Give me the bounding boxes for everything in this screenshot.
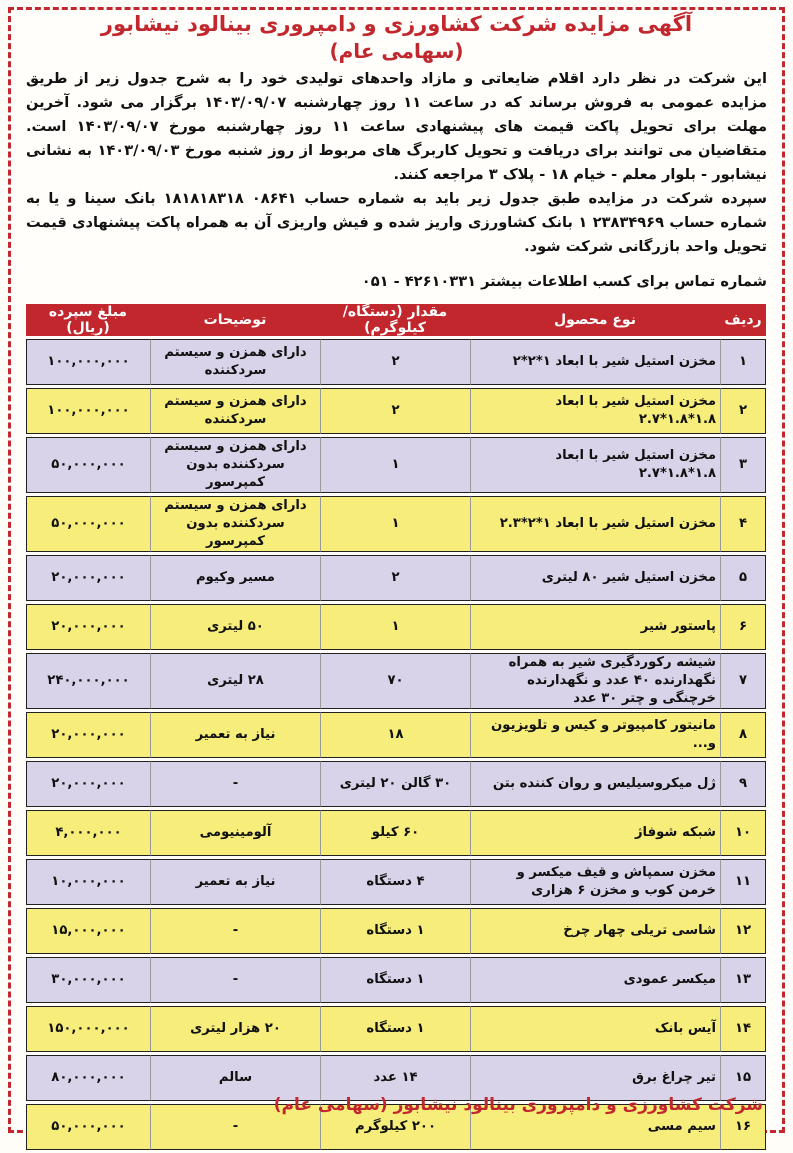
quantity-cell: ۷۰ — [320, 653, 470, 709]
description-cell: ۲۸ لیتری — [150, 653, 320, 709]
product-cell: مخزن استیل شیر ۸۰ لیتری — [470, 555, 720, 601]
description-cell: نیاز به تعمیر — [150, 859, 320, 905]
product-cell: میکسر عمودی — [470, 957, 720, 1003]
deposit-cell: ۳۰,۰۰۰,۰۰۰ — [26, 957, 150, 1003]
description-cell: ۲۰ هزار لیتری — [150, 1006, 320, 1052]
table-row — [26, 712, 766, 758]
row-number-cell: ۱۳ — [720, 957, 766, 1003]
product-cell: ژل میکروسیلیس و روان کننده بتن — [470, 761, 720, 807]
product-cell: سیم مسی — [470, 1104, 720, 1150]
header-deposit: مبلغ سپرده (ریال) — [26, 304, 150, 336]
auction-table — [26, 301, 766, 1153]
deposit-cell: ۲۰,۰۰۰,۰۰۰ — [26, 604, 150, 650]
table-row — [26, 604, 766, 650]
product-cell: مخزن سمپاش و قیف میکسر و خرمن کوب و مخزن ۶ هزاری — [470, 859, 720, 905]
body-paragraph-1: این شرکت در نظر دارد اقلام ضایعاتی و مازاد واحدهای تولیدی خود را به شرح جدول زیر از طریق مزایده عمومی به فروش برساند که در ساعت ۱۱ روز چهارشنبه ۱۴۰۳/۰۹/۰۷ برگزار می شود. آخرین مهلت برای تحویل پاکت قیمت های پیشنهادی ساعت ۱۱ روز چهارشنبه مورخ ۱۴۰۳/۰۹/۰۷ است. متقاضیان می توانند برای دریافت و تحویل کاربرگ های مربوط از روز شنبه مورخ ۱۴۰۳/۰۹/۰۳ به نشانی نیشابور - بلوار معلم - خیام ۱۸ - پلاک ۳ مراجعه کنند. — [26, 70, 767, 183]
table-row — [26, 1006, 766, 1052]
quantity-cell: ۶۰ کیلو — [320, 810, 470, 856]
row-number-cell: ۹ — [720, 761, 766, 807]
deposit-cell: ۸۰,۰۰۰,۰۰۰ — [26, 1055, 150, 1101]
product-cell: مخزن استیل شیر با ابعاد ۱.۸*۱.۸*۲.۷ — [470, 437, 720, 493]
row-number-cell: ۷ — [720, 653, 766, 709]
deposit-cell: ۵۰,۰۰۰,۰۰۰ — [26, 1104, 150, 1150]
header-row-number: ردیف — [720, 304, 766, 336]
description-cell: نیاز به تعمیر — [150, 712, 320, 758]
deposit-cell: ۱۰۰,۰۰۰,۰۰۰ — [26, 339, 150, 385]
quantity-cell: ۲۰۰ کیلوگرم — [320, 1104, 470, 1150]
row-number-cell: ۱۲ — [720, 908, 766, 954]
row-number-cell: ۸ — [720, 712, 766, 758]
table-row — [26, 957, 766, 1003]
quantity-cell: ۱ — [320, 604, 470, 650]
deposit-cell: ۴,۰۰۰,۰۰۰ — [26, 810, 150, 856]
quantity-cell: ۲ — [320, 339, 470, 385]
table-row — [26, 761, 766, 807]
description-cell: ۵۰ لیتری — [150, 604, 320, 650]
row-number-cell: ۱۰ — [720, 810, 766, 856]
description-cell: دارای همزن و سیستم سردکننده — [150, 388, 320, 434]
description-cell: - — [150, 908, 320, 954]
row-number-cell: ۱۴ — [720, 1006, 766, 1052]
header-product: نوع محصول — [470, 304, 720, 336]
quantity-cell: ۱ دستگاه — [320, 908, 470, 954]
row-number-cell: ۱۵ — [720, 1055, 766, 1101]
row-number-cell: ۶ — [720, 604, 766, 650]
header-quantity: مقدار (دستگاه/کیلوگرم) — [320, 304, 470, 336]
product-cell: مخزن استیل شیر با ابعاد ۱*۲*۲.۳ — [470, 496, 720, 552]
deposit-cell: ۱۵,۰۰۰,۰۰۰ — [26, 908, 150, 954]
table-row — [26, 653, 766, 709]
deposit-cell: ۵۰,۰۰۰,۰۰۰ — [26, 496, 150, 552]
product-cell: آیس بانک — [470, 1006, 720, 1052]
deposit-cell: ۲۰,۰۰۰,۰۰۰ — [26, 761, 150, 807]
row-number-cell: ۱۶ — [720, 1104, 766, 1150]
body-paragraph-2: سپرده شرکت در مزایده طبق جدول زیر باید به شماره حساب ۰۸۶۴۱ ۱۸۱۸۱۸۳۱۸ بانک سینا و یا به شماره حساب ۲۳۸۳۴۹۶۹ ۱ بانک کشاورزی واریز شده و فیش واریزی آن به همراه پاکت پیشنهادی قیمت تحویل واحد بازرگانی شرکت شود. — [26, 190, 767, 255]
deposit-cell: ۲۰,۰۰۰,۰۰۰ — [26, 555, 150, 601]
row-number-cell: ۳ — [720, 437, 766, 493]
quantity-cell: ۲ — [320, 388, 470, 434]
ad-body — [26, 67, 767, 259]
table-row — [26, 859, 766, 905]
product-cell: مخزن استیل شیر با ابعاد ۱.۸*۱.۸*۲.۷ — [470, 388, 720, 434]
table-row — [26, 496, 766, 552]
quantity-cell: ۱ — [320, 437, 470, 493]
ad-title: آگهی مزایده شرکت کشاورزی و دامپروری بینالود نیشابور — [100, 12, 693, 36]
ad-footer: شرکت کشاورزی و دامپروری بینالود نیشابور (سهامی عام) — [273, 1095, 763, 1115]
description-cell: - — [150, 761, 320, 807]
description-cell: دارای همزن و سیستم سردکننده بدون کمپرسور — [150, 496, 320, 552]
table-row — [26, 908, 766, 954]
table-body — [26, 339, 766, 1150]
description-cell: دارای همزن و سیستم سردکننده — [150, 339, 320, 385]
deposit-cell: ۱۵۰,۰۰۰,۰۰۰ — [26, 1006, 150, 1052]
quantity-cell: ۱ دستگاه — [320, 957, 470, 1003]
quantity-cell: ۱۸ — [320, 712, 470, 758]
product-cell: شبکه شوفاژ — [470, 810, 720, 856]
description-cell: - — [150, 1104, 320, 1150]
product-cell: پاستور شیر — [470, 604, 720, 650]
deposit-cell: ۲۴۰,۰۰۰,۰۰۰ — [26, 653, 150, 709]
quantity-cell: ۲ — [320, 555, 470, 601]
contact-line: شماره تماس برای کسب اطلاعات بیشتر ۴۲۶۱۰۳۳۱ - ۰۵۱ — [361, 273, 767, 290]
product-cell: مخزن استیل شیر با ابعاد ۱*۲*۲ — [470, 339, 720, 385]
description-cell: مسیر وکیوم — [150, 555, 320, 601]
product-cell: شاسی تریلی چهار چرخ — [470, 908, 720, 954]
product-cell: شیشه رکوردگیری شیر به همراه نگهدارنده ۴۰ عدد و نگهدارنده خرچنگی و چتر ۳۰ عدد — [470, 653, 720, 709]
row-number-cell: ۴ — [720, 496, 766, 552]
row-number-cell: ۲ — [720, 388, 766, 434]
deposit-cell: ۲۰,۰۰۰,۰۰۰ — [26, 712, 150, 758]
table-row — [26, 810, 766, 856]
quantity-cell: ۱ — [320, 496, 470, 552]
quantity-cell: ۱ دستگاه — [320, 1006, 470, 1052]
quantity-cell: ۳۰ گالن ۲۰ لیتری — [320, 761, 470, 807]
table-row — [26, 388, 766, 434]
deposit-cell: ۵۰,۰۰۰,۰۰۰ — [26, 437, 150, 493]
description-cell: - — [150, 957, 320, 1003]
table-row — [26, 555, 766, 601]
description-cell: دارای همزن و سیستم سردکننده بدون کمپرسور — [150, 437, 320, 493]
row-number-cell: ۵ — [720, 555, 766, 601]
deposit-cell: ۱۰۰,۰۰۰,۰۰۰ — [26, 388, 150, 434]
header-description: توضیحات — [150, 304, 320, 336]
row-number-cell: ۱۱ — [720, 859, 766, 905]
description-cell: آلومینیومی — [150, 810, 320, 856]
row-number-cell: ۱ — [720, 339, 766, 385]
product-cell: تیر چراغ برق — [470, 1055, 720, 1101]
quantity-cell: ۱۴ عدد — [320, 1055, 470, 1101]
product-cell: مانیتور کامپیوتر و کیس و تلویزیون و... — [470, 712, 720, 758]
table-row — [26, 437, 766, 493]
table-row — [26, 339, 766, 385]
quantity-cell: ۴ دستگاه — [320, 859, 470, 905]
deposit-cell: ۱۰,۰۰۰,۰۰۰ — [26, 859, 150, 905]
ad-subtitle: (سهامی عام) — [329, 39, 464, 63]
table-header-row — [26, 304, 766, 336]
description-cell: سالم — [150, 1055, 320, 1101]
